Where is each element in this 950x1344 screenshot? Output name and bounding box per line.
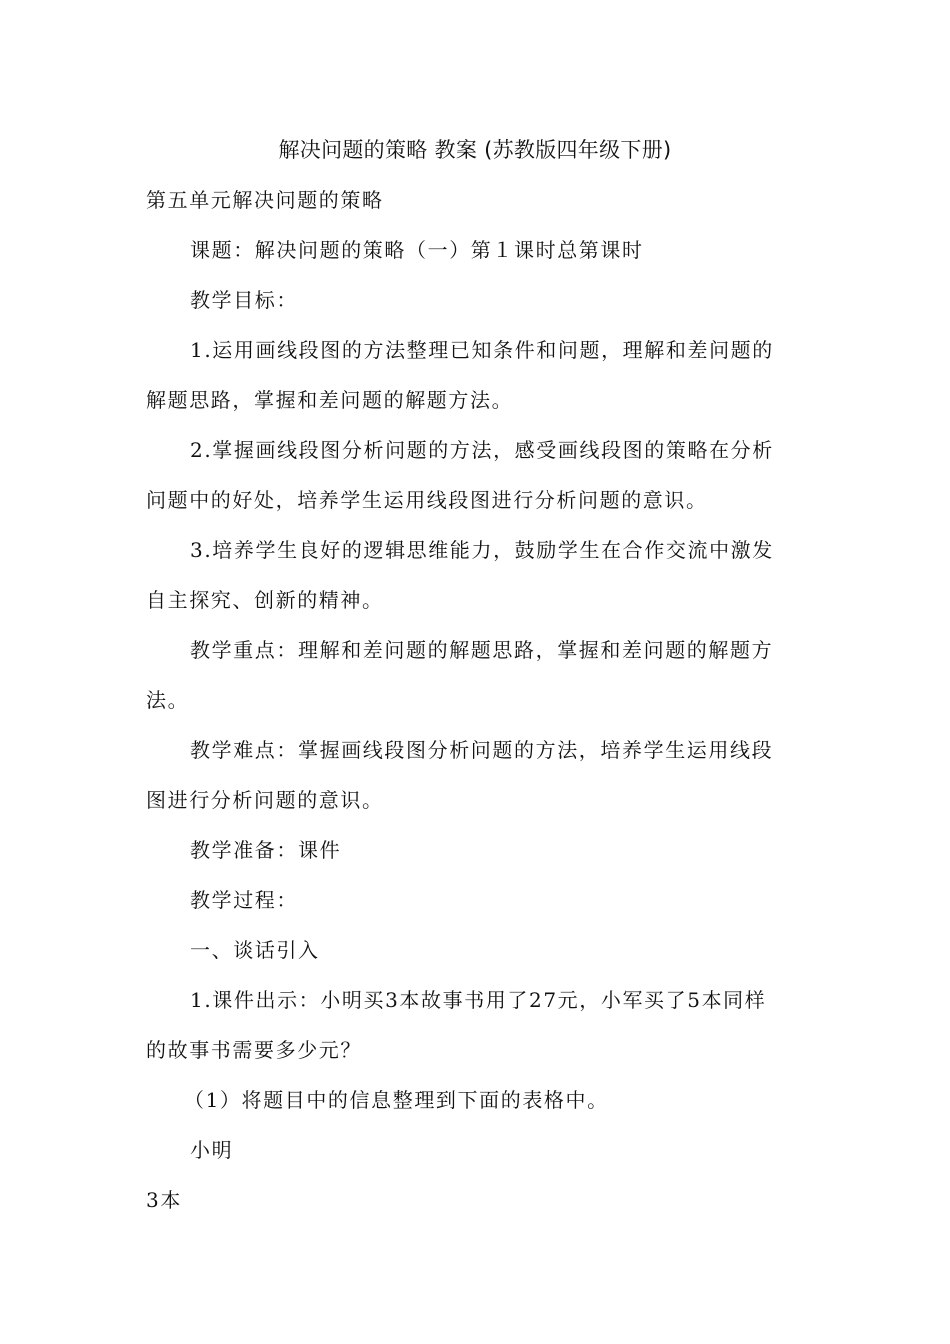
difficulties-line-1: 教学难点：掌握画线段图分析问题的方法，培养学生运用线段 — [190, 738, 774, 762]
objective-2-line-2: 问题中的好处，培养学生运用线段图进行分析问题的意识。 — [146, 488, 708, 512]
preparation-line: 教学准备：课件 — [190, 838, 342, 862]
section-1-heading: 一、谈话引入 — [190, 938, 320, 962]
key-points-line-1: 教学重点：理解和差问题的解题思路，掌握和差问题的解题方 — [190, 638, 774, 662]
lesson-topic: 课题：解决问题的策略（一）第１课时总第课时 — [190, 238, 644, 262]
difficulties-line-2: 图进行分析问题的意识。 — [146, 788, 384, 812]
key-points-line-2: 法。 — [146, 688, 190, 712]
objective-3-line-1: 3.培养学生良好的逻辑思维能力，鼓励学生在合作交流中激发 — [190, 538, 774, 562]
objective-1-line-2: 解题思路，掌握和差问题的解题方法。 — [146, 388, 514, 412]
objective-2-line-1: 2.掌握画线段图分析问题的方法，感受画线段图的策略在分析 — [190, 438, 774, 462]
table-cell-xiaoming: 小明 — [190, 1138, 234, 1162]
objective-1-line-1: 1.运用画线段图的方法整理已知条件和问题，理解和差问题的 — [190, 338, 774, 362]
objectives-heading: 教学目标： — [190, 288, 298, 312]
document-title: 解决问题的策略 教案 (苏教版四年级下册) — [278, 138, 672, 162]
task-1-line: （1）将题目中的信息整理到下面的表格中。 — [184, 1088, 609, 1112]
table-cell-3-books: 3本 — [146, 1188, 182, 1212]
unit-heading: 第五单元解决问题的策略 — [146, 188, 384, 212]
process-heading: 教学过程： — [190, 888, 298, 912]
problem-line-1: 1.课件出示：小明买3本故事书用了27元，小军买了5本同样 — [190, 988, 767, 1012]
problem-line-2: 的故事书需要多少元？ — [146, 1038, 362, 1062]
objective-3-line-2: 自主探究、创新的精神。 — [146, 588, 384, 612]
